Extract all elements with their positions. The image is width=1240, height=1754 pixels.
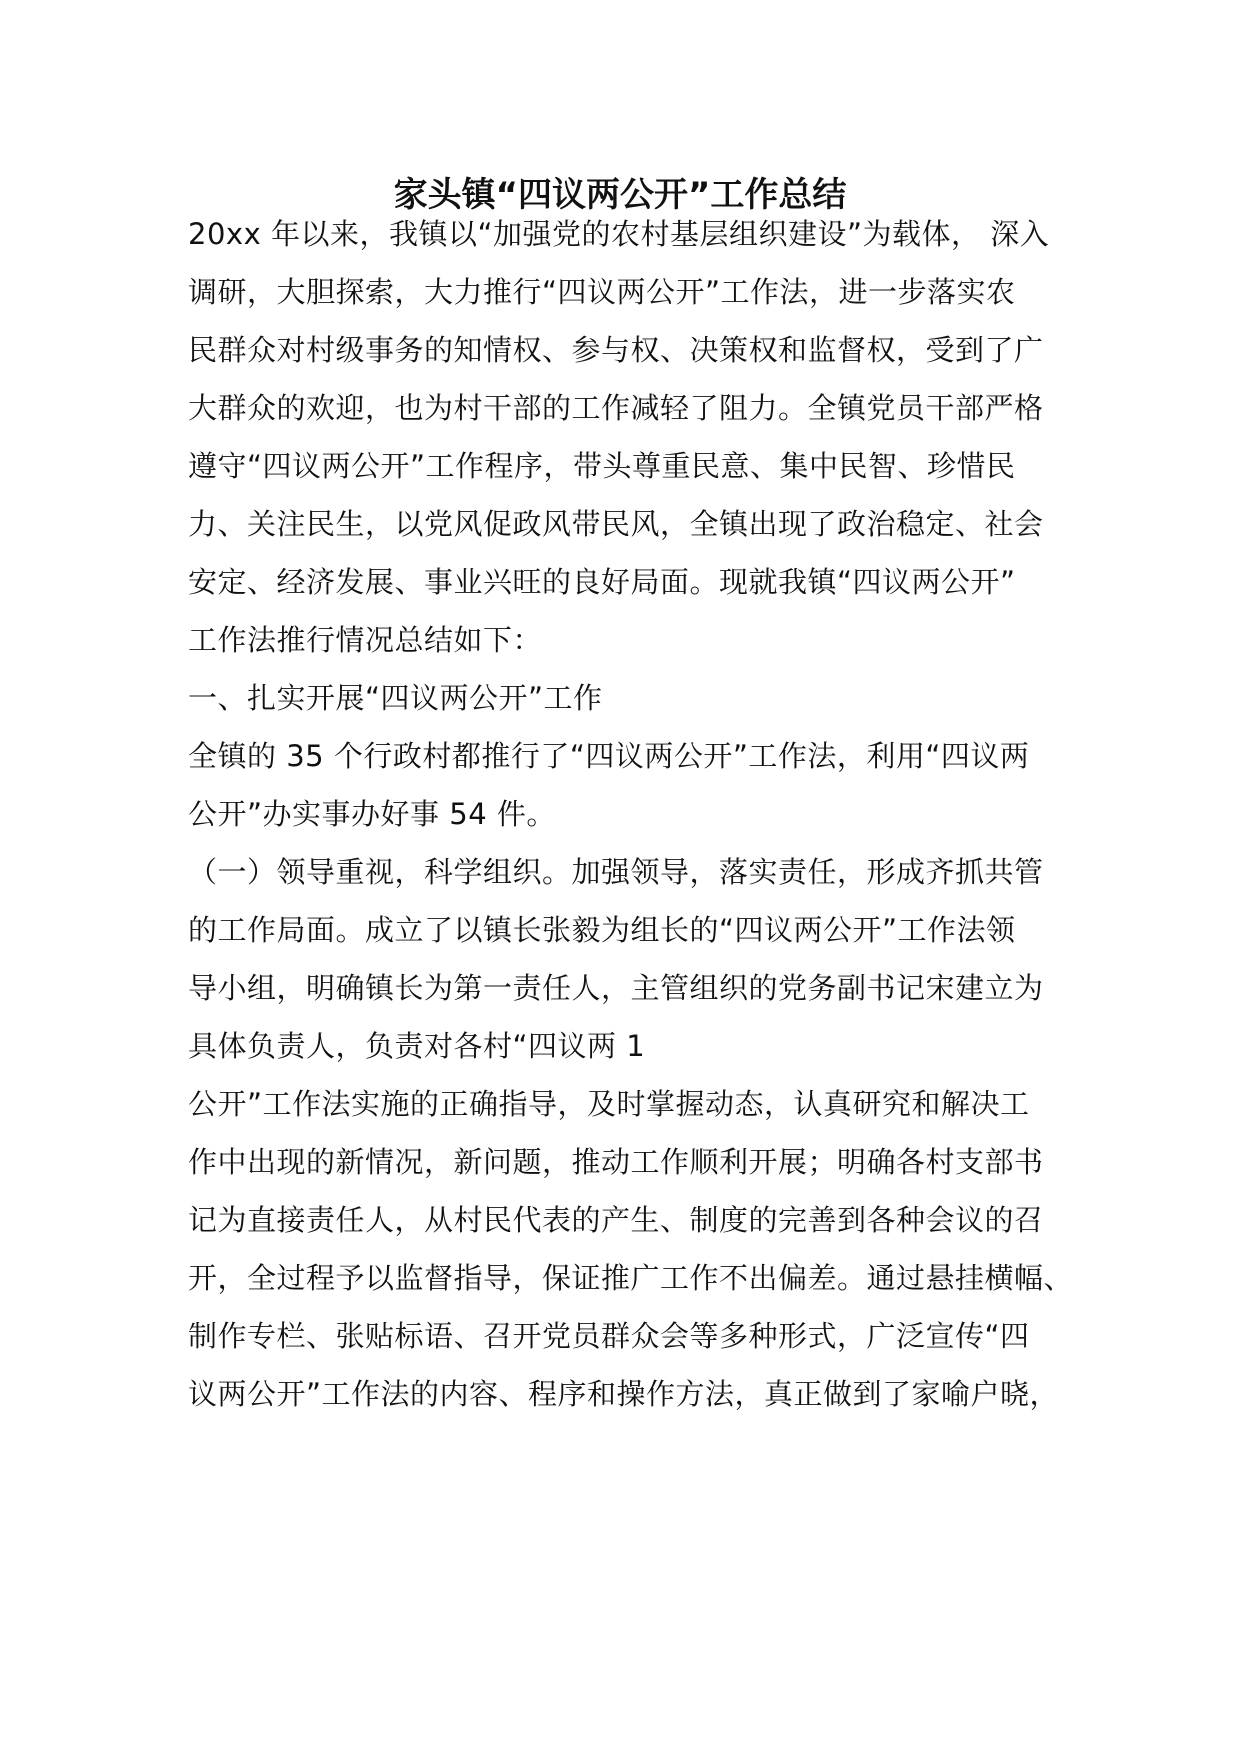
paragraph-line: 的工作局面。成立了以镇长张毅为组长的“四议两公开”工作法领: [188, 913, 1016, 947]
paragraph-line: 工作法推行情况总结如下：: [188, 623, 543, 657]
paragraph-line: 20xx 年以来，我镇以“加强党的农村基层组织建设”为载体， 深入: [188, 217, 1050, 251]
paragraph-line: （一）领导重视，科学组织。加强领导，落实责任，形成齐抓共管: [188, 855, 1044, 889]
paragraph-line: 公开”工作法实施的正确指导，及时掌握动态，认真研究和解决工: [188, 1087, 1030, 1121]
section-heading: 一、扎实开展“四议两公开”工作: [188, 681, 603, 715]
paragraph-line: 安定、经济发展、事业兴旺的良好局面。现就我镇“四议两公开”: [188, 565, 1016, 599]
paragraph-line: 遵守“四议两公开”工作程序，带头尊重民意、集中民智、珍惜民: [188, 449, 1016, 483]
paragraph-line: 制作专栏、张贴标语、召开党员群众会等多种形式，广泛宣传“四: [188, 1319, 1030, 1353]
paragraph-line: 力、关注民生，以党风促政风带民风，全镇出现了政治稳定、社会: [188, 507, 1044, 541]
paragraph-line: 全镇的 35 个行政村都推行了“四议两公开”工作法，利用“四议两: [188, 739, 1030, 773]
paragraph-line: 公开”办实事办好事 54 件。: [188, 797, 556, 831]
paragraph-line: 大群众的欢迎，也为村干部的工作减轻了阻力。全镇党员干部严格: [188, 391, 1044, 425]
paragraph-line: 民群众对村级事务的知情权、参与权、决策权和监督权，受到了广: [188, 333, 1044, 367]
paragraph-line: 调研，大胆探索，大力推行“四议两公开”工作法，进一步落实农: [188, 275, 1016, 309]
paragraph-line: 议两公开”工作法的内容、程序和操作方法，真正做到了家喻户晓，: [188, 1377, 1060, 1411]
paragraph-line: 记为直接责任人，从村民代表的产生、制度的完善到各种会议的召: [188, 1203, 1044, 1237]
paragraph-line: 导小组，明确镇长为第一责任人，主管组织的党务副书记宋建立为: [188, 971, 1044, 1005]
paragraph-line: 作中出现的新情况，新问题，推动工作顺利开展；明确各村支部书: [188, 1145, 1044, 1179]
paragraph-line: 开，全过程予以监督指导，保证推广工作不出偏差。通过悬挂横幅、: [188, 1261, 1074, 1295]
paragraph-line: 具体负责人，负责对各村“四议两 1: [188, 1029, 646, 1063]
document-title: 家头镇“四议两公开”工作总结: [393, 175, 847, 215]
